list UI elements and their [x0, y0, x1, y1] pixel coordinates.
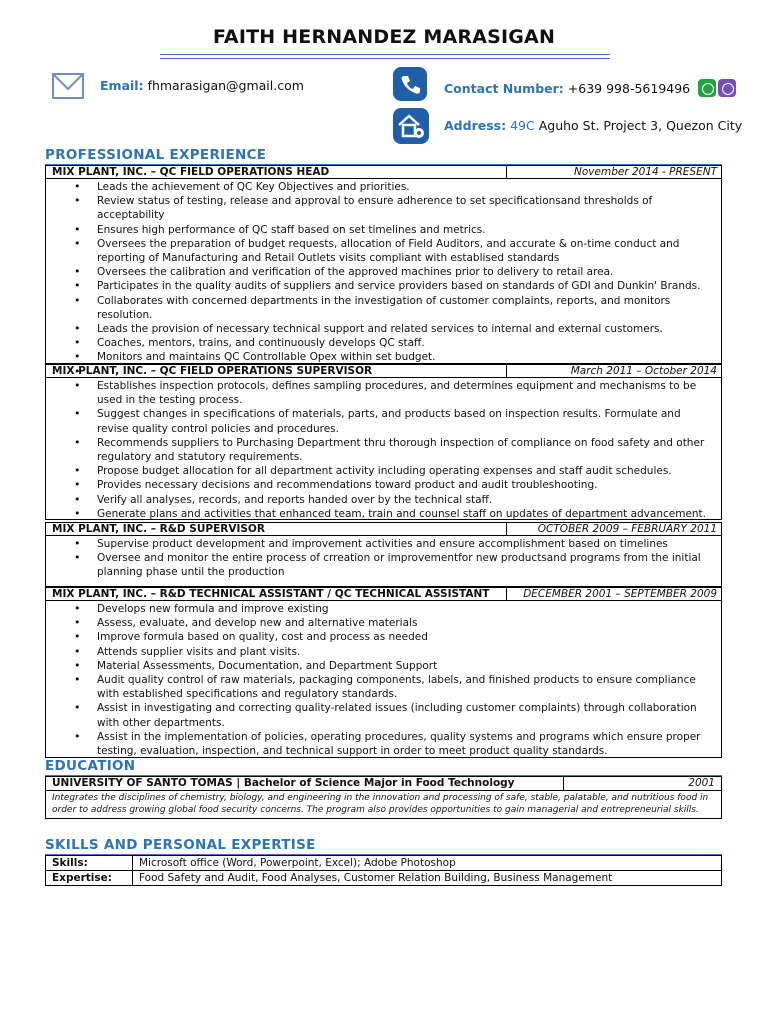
whatsapp-icon	[698, 79, 716, 97]
list-item: • Assess, evaluate, and develop new and alternative materials	[46, 616, 721, 630]
job-body	[45, 378, 722, 520]
education-section-title: EDUCATION	[45, 758, 136, 774]
list-item: • Ensures high performance of QC staff based on set timelines and metrics.	[46, 223, 721, 237]
skills-value: Microsoft office (Word, Powerpoint, Excel); Adobe Photoshop	[133, 856, 722, 871]
list-item: • Suggest changes in specifications of materials, parts, and products based on inspection results. Formulate and revise quality control policies and procedures.	[46, 407, 721, 435]
list-item: • Attends supplier visits and plant visits.	[46, 645, 721, 659]
expertise-label: Expertise:	[46, 871, 133, 886]
email-line	[100, 78, 304, 93]
graduation-year: 2001	[563, 777, 721, 790]
skills-section-title: SKILLS AND PERSONAL EXPERTISE	[45, 837, 316, 853]
phone-icon	[393, 67, 427, 101]
list-item: • Establishes inspection protocols, defines sampling procedures, and determines equipment and mechanisms to be used in the testing process.	[46, 379, 721, 407]
expertise-value: Food Safety and Audit, Food Analyses, Customer Relation Building, Business Management	[133, 871, 722, 886]
education-row	[45, 776, 722, 791]
job-title: MIX PLANT, INC. – QC FIELD OPERATIONS HEAD	[52, 166, 330, 178]
list-item: • Improve formula based on quality, cost and process as needed	[46, 630, 721, 644]
email-value[interactable]: fhmarasigan@gmail.com	[147, 78, 304, 93]
list-item: • Assist in the implementation of policies, operating procedures, quality systems and programs which ensure proper testing, evaluation, inspection, and technical support in order to meet product quality standards.	[46, 730, 721, 758]
email-label: Email:	[100, 78, 144, 93]
table-row	[46, 871, 722, 886]
candidate-name: FAITH HERNANDEZ MARASIGAN	[212, 26, 556, 48]
job-title: MIX PLANT, INC. – QC FIELD OPERATIONS SUPERVISOR	[52, 365, 373, 377]
list-item: • Audit quality control of raw materials, packaging components, labels, and finished products to ensure compliance with established specifications and regulatory standards.	[46, 673, 721, 701]
address-line	[444, 118, 742, 133]
table-row	[46, 856, 722, 871]
name-divider-secondary	[160, 58, 610, 59]
list-item: • Monitors and maintains QC Controllable Opex within set budget.	[46, 350, 721, 364]
viber-icon	[718, 79, 736, 97]
list-item: • Develops new formula and improve existing	[46, 602, 721, 616]
list-item: • Participates in the quality audits of suppliers and service providers based on standards of GDI and Dunkin' Brands.	[46, 279, 721, 293]
job-title: MIX PLANT, INC. – R&D TECHNICAL ASSISTANT / QC TECHNICAL ASSISTANT	[52, 588, 490, 600]
list-item: • Propose budget allocation for all department activity including operating expenses and staff audit schedules.	[46, 464, 721, 478]
list-item: • Review status of testing, release and approval to ensure adherence to set specificationsand thresholds of acceptability	[46, 194, 721, 222]
school-degree: UNIVERSITY OF SANTO TOMAS | Bachelor of Science Major in Food Technology	[52, 777, 515, 789]
name-divider	[160, 54, 610, 55]
address-number: 49C	[510, 118, 535, 133]
home-location-icon	[393, 108, 429, 144]
address-street: Aguho St. Project 3, Quezon City	[538, 118, 743, 133]
address-label: Address:	[444, 118, 507, 133]
list-item: • Verify all analyses, records, and reports handed over by the technical staff.	[46, 493, 721, 507]
job-header	[45, 522, 722, 536]
list-item: • Material Assessments, Documentation, and Department Support	[46, 659, 721, 673]
experience-section-title: PROFESSIONAL EXPERIENCE	[45, 147, 267, 163]
list-item: • Oversees the preparation of budget requests, allocation of Field Auditors, and accurate & on-time conduct and reporting of Manufacturing and Retail Outlets visits compliant with establised standards	[46, 237, 721, 265]
list-item: • Oversee and monitor the entire process of crreation or improvementfor new productsand programs from the initial planning phase until the production	[46, 551, 721, 579]
job-dates: March 2011 – October 2014	[506, 365, 721, 377]
list-item: • Oversees the calibration and verification of the approved machines prior to delivery to retail area.	[46, 265, 721, 279]
list-item: • Recommends suppliers to Purchasing Department thru thorough inspection of compliance on food safety and other regulatory and statutory requirements.	[46, 436, 721, 464]
skills-table	[45, 855, 722, 886]
job-body	[45, 536, 722, 587]
contact-label: Contact Number:	[444, 81, 564, 96]
job-header	[45, 364, 722, 378]
list-item: • Leads the achievement of QC Key Objectives and priorities.	[46, 180, 721, 194]
education-description: Integrates the disciplines of chemistry, biology, and engineering in the innovation and processing of safe, stable, palatable, and nutritious food in order to address growing global food security concerns. The program also provides opportunities to gain managerial and entrepreneurial skills.	[45, 791, 722, 819]
contact-line	[444, 79, 736, 97]
job-dates: DECEMBER 2001 – SEPTEMBER 2009	[506, 588, 721, 600]
contact-value[interactable]: +639 998-5619496	[567, 81, 691, 96]
job-body	[45, 601, 722, 758]
list-item: • Provides necessary decisions and recommendations toward product and audit troubleshooting.	[46, 478, 721, 492]
job-dates: OCTOBER 2009 – FEBRUARY 2011	[506, 523, 721, 535]
list-item: • Leads the provision of necessary technical support and related services to internal and external customers.	[46, 322, 721, 336]
list-item: • Supervise product development and improvement activities and ensure accomplishment based on timelines	[46, 537, 721, 551]
job-title: MIX PLANT, INC. – R&D SUPERVISOR	[52, 523, 265, 535]
job-header	[45, 165, 722, 179]
list-item: • Collaborates with concerned departments in the investigation of customer complaints, reports, and monitors resolution.	[46, 294, 721, 322]
skills-label: Skills:	[46, 856, 133, 871]
job-dates: November 2014 - PRESENT	[506, 166, 721, 178]
job-header	[45, 587, 722, 601]
list-item: • Assist in investigating and correcting quality-related issues (including customer complaints) through collaboration with other departments.	[46, 701, 721, 729]
mail-icon	[52, 72, 84, 100]
list-item: • Coaches, mentors, trains, and continuously develops QC staff.	[46, 336, 721, 350]
job-body	[45, 179, 722, 364]
list-item: • Generate plans and activities that enhanced team, train and counsel staff on updates of department advancement.	[46, 507, 721, 521]
